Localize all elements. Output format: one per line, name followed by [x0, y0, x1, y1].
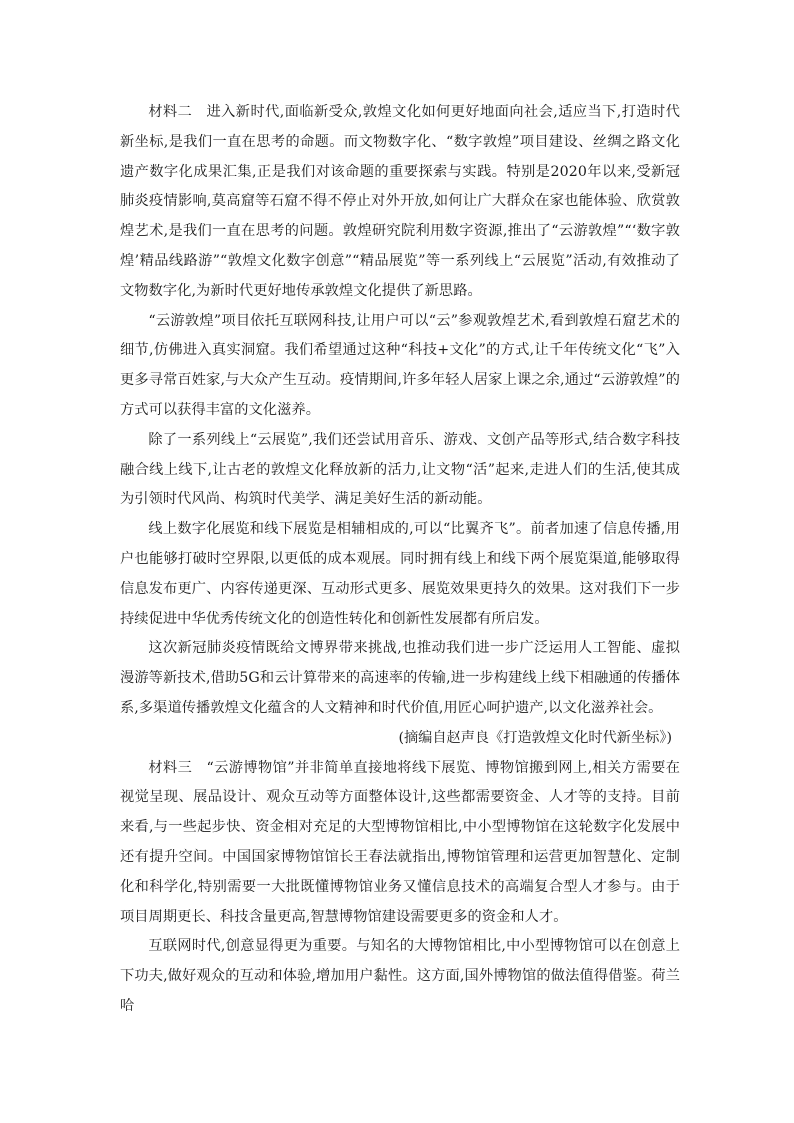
- material3-paragraph-1: [120, 754, 680, 933]
- material2-label: 材料二: [148, 104, 193, 120]
- paragraph-text: “云游博物馆”并非简单直接地将线下展览、博物馆搬到网上,相关方需要在视觉呈现、展品设计、观众互动等方面整体设计,这些都需要资金、人才等的支持。目前来看,与一些起步快、资金相对充足的大型博物馆相比,中小型博物馆在这轮数字化发展中还有提升空间。中国国家博物馆馆长王春法就指出,博物馆管理和运营更加智慧化、定制化和科学化,特别需要一大批既懂博物馆业务又懂信息技术的高端复合型人才参与。由于项目周期更长、科技含量更高,智慧博物馆建设需要更多的资金和人才。: [120, 759, 680, 925]
- material2-paragraph-1: [120, 98, 680, 307]
- material2-paragraph-3: 除了一系列线上“云展览”,我们还尝试用音乐、游戏、文创产品等形式,结合数字科技融合线上线下,让古老的敦煌文化释放新的活力,让文物“活”起来,走进人们的生活,使其成为引领时代风尚、构筑时代美学、满足美好生活的新动能。: [120, 431, 680, 508]
- material2-paragraph-5: 这次新冠肺炎疫情既给文博界带来挑战,也推动我们进一步广泛运用人工智能、虚拟漫游等新技术,借助5G和云计算带来的高速率的传输,进一步构建线上线下相融通的传播体系,多渠道传播敦煌文化蕴含的人文精神和时代价值,用匠心呵护遗产,以文化滋养社会。: [120, 640, 680, 716]
- document-page: [120, 98, 680, 1022]
- material3-paragraph-2: 互联网时代,创意显得更为重要。与知名的大博物馆相比,中小型博物馆可以在创意上下功夫,做好观众的互动和体验,增加用户黏性。这方面,国外博物馆的做法值得借鉴。荷兰哈: [120, 938, 680, 1014]
- material2-paragraph-4: 线上数字化展览和线下展览是相辅相成的,可以“比翼齐飞”。前者加速了信息传播,用户也能够打破时空界限,以更低的成本观展。同时拥有线上和线下两个展览渠道,能够取得信息发布更广、内容传递更深、互动形式更多、展览效果更持久的效果。这对我们下一步持续促进中华优秀传统文化的创造性转化和创新性发展都有所启发。: [120, 521, 680, 627]
- material3-label: 材料三: [148, 759, 193, 776]
- paragraph-text: 进入新时代,面临新受众,敦煌文化如何更好地面向社会,适应当下,打造时代新坐标,是我们一直在思考的命题。而文物数字化、“数字敦煌”项目建设、丝绸之路文化遗产数字化成果汇集,正是我们对该命题的重要探索与实践。特别是2020年以来,受新冠肺炎疫情影响,莫高窟等石窟不得不停止对外开放,如何让广大群众在家也能体验、欣赏敦煌艺术,是我们一直在思考的问题。敦煌研究院利用数字资源,推出了“云游敦煌”“‘数字敦煌’精品线路游”“敦煌文化数字创意”“精品展览”等一系列线上“云展览”活动,有效推动了文物数字化,为新时代更好地传承敦煌文化提供了新思路。: [120, 104, 680, 299]
- material2-source: (摘编自赵声良《打造敦煌文化时代新坐标》): [398, 729, 672, 746]
- material2-paragraph-2: “云游敦煌”项目依托互联网科技,让用户可以“云”参观敦煌艺术,看到敦煌石窟艺术的细节,仿佛进入真实洞窟。我们希望通过这种“科技+文化”的方式,让千年传统文化“飞”入更多寻常百姓家,与大众产生互动。疫情期间,许多年轻人居家上课之余,通过“云游敦煌”的方式可以获得丰富的文化滋养。: [120, 312, 680, 418]
